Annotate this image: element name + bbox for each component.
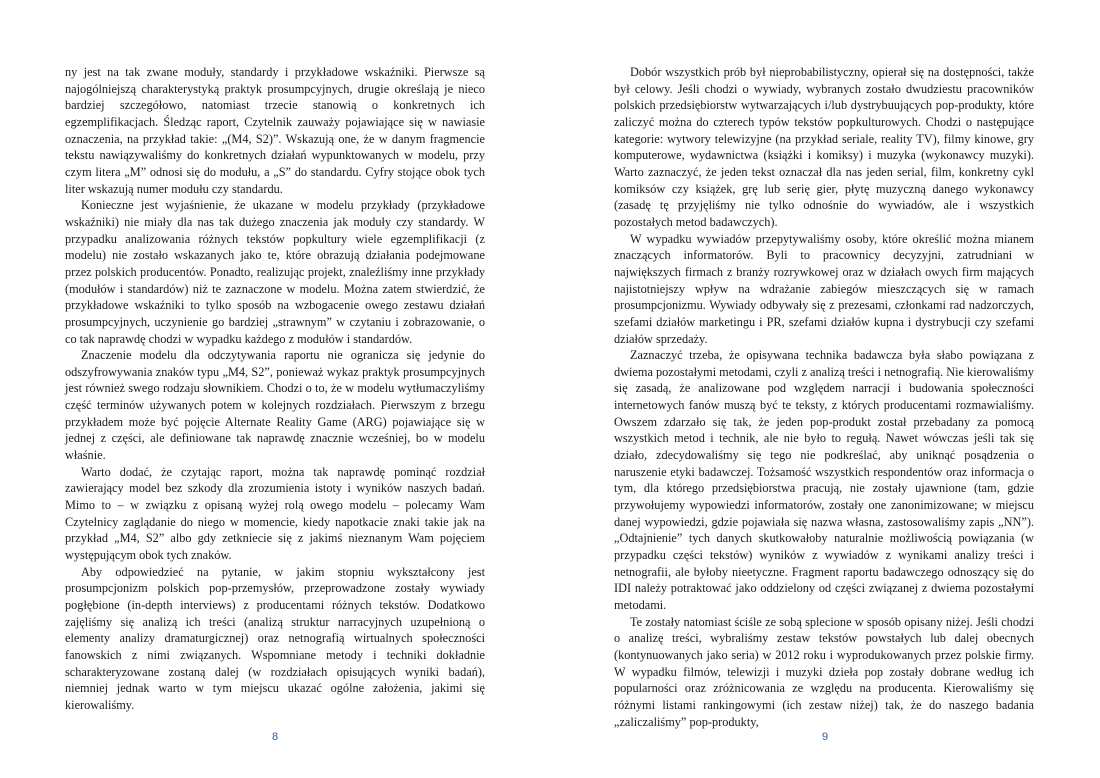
left-paragraph-2: Konieczne jest wyjaśnienie, że ukazane w modelu przykłady (przykładowe wskaźniki) nie miały dla nas tak dużego znaczenia jak moduły czy standardy. W przypadku analizowania różnych tekstów popkultury wiele egzemplifikacji (z modelu) nie zostało wskazanych jako te, które obrazują działania podejmowane przez polskich producentów. Ponadto, realizując projekt, znaleźliśmy inne przykłady (modułów i standardów) niż te zaznaczone w modelu. Można zatem stwierdzić, że przykładowe wskaźniki to tylko sposób na wzbogacenie owego zestawu działań prosumpcyjnych, uczynienie go bardziej „strawnym” w czytaniu i zobrazowanie, o co tak naprawdę chodzi w wypadku każdego z modułów i standardów. [65, 198, 485, 346]
left-paragraph-4: Warto dodać, że czytając raport, można tak naprawdę pominąć rozdział zawierający model bez szkody dla zrozumienia istoty i wyników naszych badań. Mimo to – w związku z opisaną wyżej rolą owego modelu – polecamy Wam Czytelnicy zaglądanie do niego w momencie, kiedy napotkacie znaki takie jak na przykład „M4, S2” albo gdy zetkniecie się z jakimś nieznanym Wam pojęciem występującym obok tych znaków. [65, 464, 485, 563]
right-paragraph-2: W wypadku wywiadów przepytywaliśmy osoby, które określić można mianem znaczących informatorów. Byli to pracownicy decyzyjni, zatrudniani w największych firmach z branży rozrywkowej oraz w działach owych firm mających najistotniejszy wpływ na wdrażanie zabiegów mieszczących się w ramach prosumpcjonizmu. Wywiady odbywały się z prezesami, członkami rad nadzorczych, szefami działów marketingu i PR, szefami działów kupna i dystrybucji czy szefami działów sprzedaży. [614, 231, 1034, 346]
right-paragraph-1: Dobór wszystkich prób był nieprobabilistyczny, opierał się na dostępności, także był celowy. Jeśli chodzi o wywiady, wybranych zostało dwudziestu pracowników polskich przedsiębiorstw wytwarzających i/lub dystrybuujących pop-produkty, które zaliczyć można do czterech typów tekstów popkulturowych. Chodzi o następujące kategorie: wytwory telewizyjne (na przykład seriale, reality TV), filmy kinowe, gry komputerowe, wydawnictwa (książki i komiksy) i muzyka (wykonawcy muzyki). Warto zaznaczyć, że jeden tekst oznaczał dla nas jeden serial, film, konkretny cykl komiksów czy książek, grę lub serię gier, płytę muzyczną danego wykonawcy (zasadę tę przyjęliśmy nie tylko odnośnie do wywiadów, ale i wszystkich pozostałych metod badawczych). [614, 65, 1034, 229]
left-page [65, 64, 485, 714]
right-paragraph-4: Te zostały natomiast ściśle ze sobą splecione w sposób opisany niżej. Jeśli chodzi o analizę treści, wybraliśmy zestaw tekstów powstałych lub dalej obecnych (kontynuowanych jako seria) w 2012 roku i wyprodukowanych przez polskie firmy. W wypadku filmów, telewizji i muzyki dzieła pop zostały dobrane według ich popularności oraz zróżnicowania ze względu na producenta. Kierowaliśmy się różnymi listami rankingowymi (ich zestaw niżej) tak, że do naszego badania „zaliczaliśmy” pop-produkty, [614, 614, 1034, 729]
page-number-right: 9 [821, 731, 829, 743]
left-paragraph-3: Znaczenie modelu dla odczytywania raportu nie ogranicza się jedynie do odszyfrowywania znaków typu „M4, S2”, ponieważ wykaz praktyk prosumpcyjnych jest również swego rodzaju słownikiem. Chodzi o to, że w modelu wytłumaczyliśmy część terminów używanych potem w kolejnych rozdziałach. Pierwszym z brzegu przykładem może być pojęcie Alternate Reality Game (ARG) pojawiające się w jednej z części, ale definiowane tak naprawdę znacznie wcześniej, bo w modelu właśnie. [65, 348, 485, 463]
left-paragraph-5: Aby odpowiedzieć na pytanie, w jakim stopniu wykształcony jest prosumpcjonizm polskich pop-przemysłów, przeprowadzone zostały wywiady pogłębione (in-depth interviews) z producentami różnych tekstów. Dodatkowo zajęliśmy się analizą ich treści (analizą struktur narracyjnych uzupełnioną o elementy analizy dramaturgicznej) oraz netnografią wirtualnych społeczności fanowskich z nimi związanych. Wspomniane metody i techniki dokładnie scharakteryzowane zostaną dalej (w rozdziałach opisujących wyniki badań), niemniej jednak warto w tym miejscu ukazać ogólne założenia, jakimi się kierowaliśmy. [65, 564, 485, 712]
right-paragraph-3: Zaznaczyć trzeba, że opisywana technika badawcza była słabo powiązana z dwiema pozostałymi metodami, czyli z analizą treści i netnografią. Nie kierowaliśmy się zasadą, że analizowane pod względem narracji i budowania społeczności internetowych fanów muszą być te teksty, z których producentami rozmawialiśmy. Owszem zdarzało się tak, że jeden pop-produkt został przebadany za pomocą wszystkich metod i technik, ale nie było to regułą. Nawet wówczas jeśli tak się działo, zdecydowaliśmy się tego nie podkreślać, aby uniknąć posądzenia o naruszenie etyki badawczej. Tożsamość wszystkich respondentów oraz informacja o tym, dla którego przedsiębiorstwa pracują, nie zostały ujawnione (tam, gdzie przywołujemy wypowiedzi informatorów, zostały one zanonimizowane; w miejscu danej wypowiedzi, gdzie pojawiała się nazwa własna, zastosowaliśmy zapis „NN”). „Odtajnienie” tych danych skutkowałoby naturalnie możliwością powiązania (w przypadku części tekstów) wyników z wywiadów z wynikami analizy treści i netnografii, ale byłoby nieetyczne. Fragment raportu badawczego odnoszący się do IDI należy potraktować jako oddzielony od części związanej z dwiema pozostałymi metodami. [614, 348, 1034, 612]
left-paragraph-1: ny jest na tak zwane moduły, standardy i przykładowe wskaźniki. Pierwsze są najogólniejszą charakterystyką praktyk prosumpcyjnych, drugie określają je nieco bardziej szczegółowo, natomiast trzecie stanowią o konkretnych ich egzemplifikacjach. Śledząc raport, Czytelnik zauważy pojawiające się w nawiasie oznaczenia, na przykład takie: „(M4, S2)”. Wskazują one, że w danym fragmencie tekstu nawiązywaliśmy do konkretnych działań wypunktowanych w modelu, przy czym litera „M” odnosi się do modułu, a „S” do standardu. Cyfry stojące obok tych liter wskazują numer modułu czy standardu. [65, 65, 485, 196]
right-page [614, 64, 1034, 730]
page-number-left: 8 [271, 731, 279, 743]
